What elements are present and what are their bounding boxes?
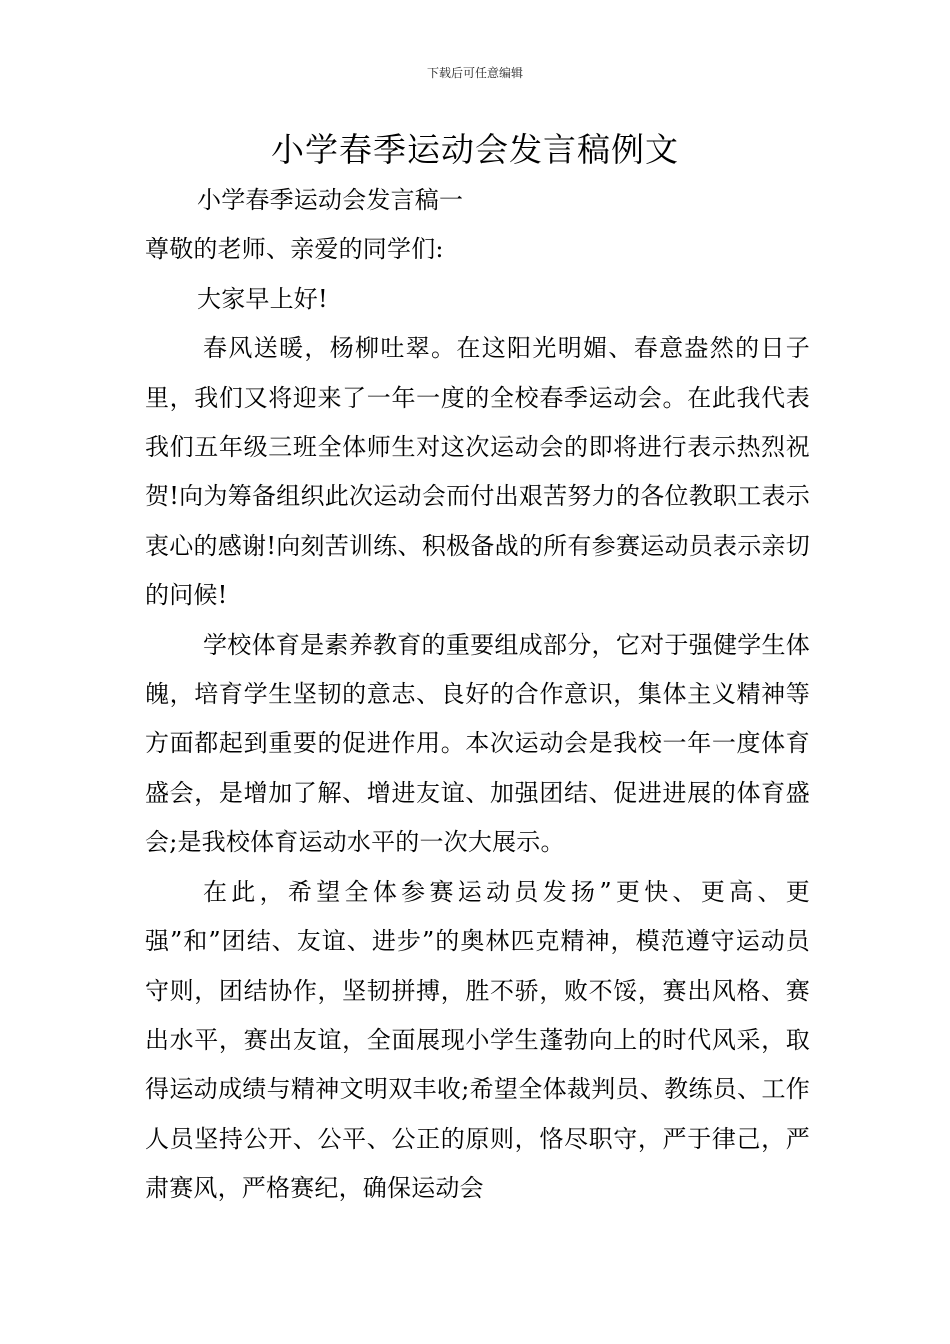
document-title: 小学春季运动会发言稿例文	[271, 130, 679, 169]
greeting-paragraph: 大家早上好!	[197, 284, 328, 313]
body-paragraph-1: 春风送暖，杨柳吐翠。在这阳光明媚、春意盎然的日子里，我们又将迎来了一年一度的全校春季运动会。在此我代表我们五年级三班全体师生对这次运动会的即将进行表示热烈祝贺!向为筹备组织此次运动会而付出艰苦努力的各位教职工表示衷心的感谢!向刻苦训练、积极备战的所有参赛运动员表示亲切的问候!	[145, 334, 810, 610]
document-body	[145, 176, 810, 1214]
subtitle-paragraph: 小学春季运动会发言稿一	[197, 186, 464, 214]
body-paragraph-3: 在此，希望全体参赛运动员发扬”更快、更高、更强”和”团结、友谊、进步”的奥林匹克精神，模范遵守运动员守则，团结协作，坚韧拼搏，胜不骄，败不馁，赛出风格、赛出水平，赛出友谊，全面展现小学生蓬勃向上的时代风采，取得运动成绩与精神文明双丰收;希望全体裁判员、教练员、工作人员坚持公开、公平、公正的原则，恪尽职守，严于律己，严肃赛风，严格赛纪，确保运动会	[145, 877, 810, 1203]
header-note: 下载后可任意编辑	[426, 66, 523, 80]
salutation-paragraph: 尊敬的老师、亲爱的同学们:	[145, 235, 444, 264]
body-paragraph-2: 学校体育是素养教育的重要组成部分，它对于强健学生体魄，培育学生坚韧的意志、良好的合作意识，集体主义精神等方面都起到重要的促进作用。本次运动会是我校一年一度体育盛会，是增加了解、增进友谊、加强团结、促进进展的体育盛会;是我校体育运动水平的一次大展示。	[145, 630, 810, 857]
